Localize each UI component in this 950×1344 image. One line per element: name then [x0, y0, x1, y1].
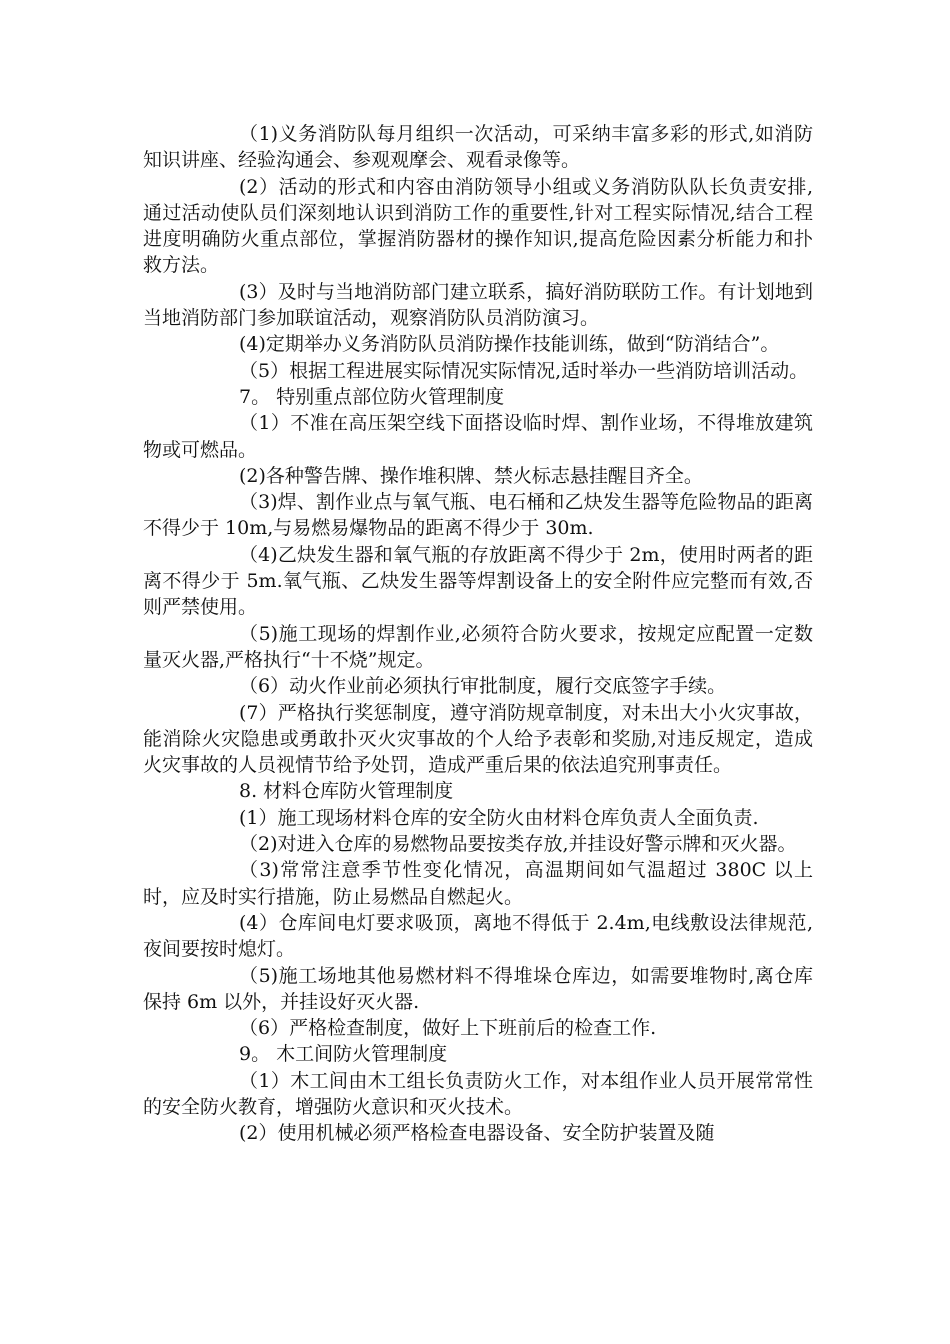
- paragraph-8-6: （6）严格检查制度，做好上下班前后的检查工作.: [239, 1017, 657, 1040]
- paragraph-7-5: （5)施工现场的焊割作业,必须符合防火要求，按规定应配置一定数量灭火器,严格执行“十不烧”规定。: [143, 622, 813, 671]
- paragraph-8-5: （5)施工场地其他易燃材料不得堆垛仓库边，如需要堆物时,离仓库保持 6m 以外，并挂设好灭火器.: [143, 964, 813, 1013]
- paragraph-1-3: (3）及时与当地消防部门建立联系，搞好消防联防工作。有计划地到当地消防部门参加联谊活动，观察消防队员消防演习。: [143, 280, 813, 330]
- paragraph-8-3: （3)常常注意季节性变化情况，高温期间如气温超过 380C 以上时，应及时实行措施，防止易燃品自燃起火。: [143, 859, 813, 908]
- paragraph-1-4: (4)定期举办义务消防队员消防操作技能训练，做到“防消结合”。: [239, 333, 780, 356]
- paragraph-7-2: (2)各种警告牌、操作堆积牌、禁火标志悬挂醒目齐全。: [239, 464, 703, 487]
- paragraph-8-1: (1）施工现场材料仓库的安全防火由材料仓库负责人全面负责.: [239, 806, 759, 829]
- paragraph-7-4: （4)乙炔发生器和氧气瓶的存放距离不得少于 2m，使用时两者的距离不得少于 5m.氧气瓶、乙炔发生器等焊割设备上的安全附件应完整而有效,否则严禁使用。: [143, 543, 813, 619]
- document-body: [143, 121, 813, 1147]
- section-heading-8: 8. 材料仓库防火管理制度: [239, 780, 454, 803]
- section-heading-7: 7。 特别重点部位防火管理制度: [239, 385, 505, 408]
- paragraph-1-2: (2）活动的形式和内容由消防领导小组或义务消防队队长负责安排,通过活动使队员们深刻地认识到消防工作的重要性,针对工程实际情况,结合工程进度明确防火重点部位，掌握消防器材的操作知识,提高危险因素分析能力和扑救方法。: [143, 175, 813, 277]
- paragraph-7-7: (7）严格执行奖惩制度，遵守消防规章制度，对未出大小火灾事故，能消除火灾隐患或勇敢扑灭火灾事故的个人给予表彰和奖励,对违反规定，造成火灾事故的人员视情节给予处罚，造成严重后果的依法追究刑事责任。: [143, 701, 813, 777]
- paragraph-8-4: (4）仓库间电灯要求吸顶，离地不得低于 2.4m,电线敷设法律规范,夜间要按时熄灯。: [143, 911, 813, 961]
- paragraph-7-6: （6）动火作业前必须执行审批制度，履行交底签字手续。: [239, 675, 727, 698]
- paragraph-9-1: （1）木工间由木工组长负责防火工作，对本组作业人员开展常常性的安全防火教育，增强防火意识和灭火技术。: [143, 1069, 813, 1118]
- paragraph-1-5: （5）根据工程进展实际情况实际情况,适时举办一些消防培训活动。: [239, 359, 809, 382]
- paragraph-1-1: （1)义务消防队每月组织一次活动，可采纳丰富多彩的形式,如消防知识讲座、经验沟通会、参观观摩会、观看录像等。: [143, 123, 813, 172]
- section-heading-9: 9。 木工间防火管理制度: [239, 1043, 448, 1066]
- paragraph-7-3: （3)焊、割作业点与氧气瓶、电石桶和乙炔发生器等危险物品的距离不得少于 10m,与易燃易爆物品的距离不得少于 30m.: [143, 491, 813, 540]
- paragraph-8-2: （2)对进入仓库的易燃物品要按类存放,并挂设好警示牌和灭火器。: [239, 833, 797, 856]
- paragraph-9-2: (2）使用机械必须严格检查电器设备、安全防护装置及随: [239, 1122, 715, 1145]
- paragraph-7-1: （1）不准在高压架空线下面搭设临时焊、割作业场，不得堆放建筑物或可燃品。: [143, 412, 813, 461]
